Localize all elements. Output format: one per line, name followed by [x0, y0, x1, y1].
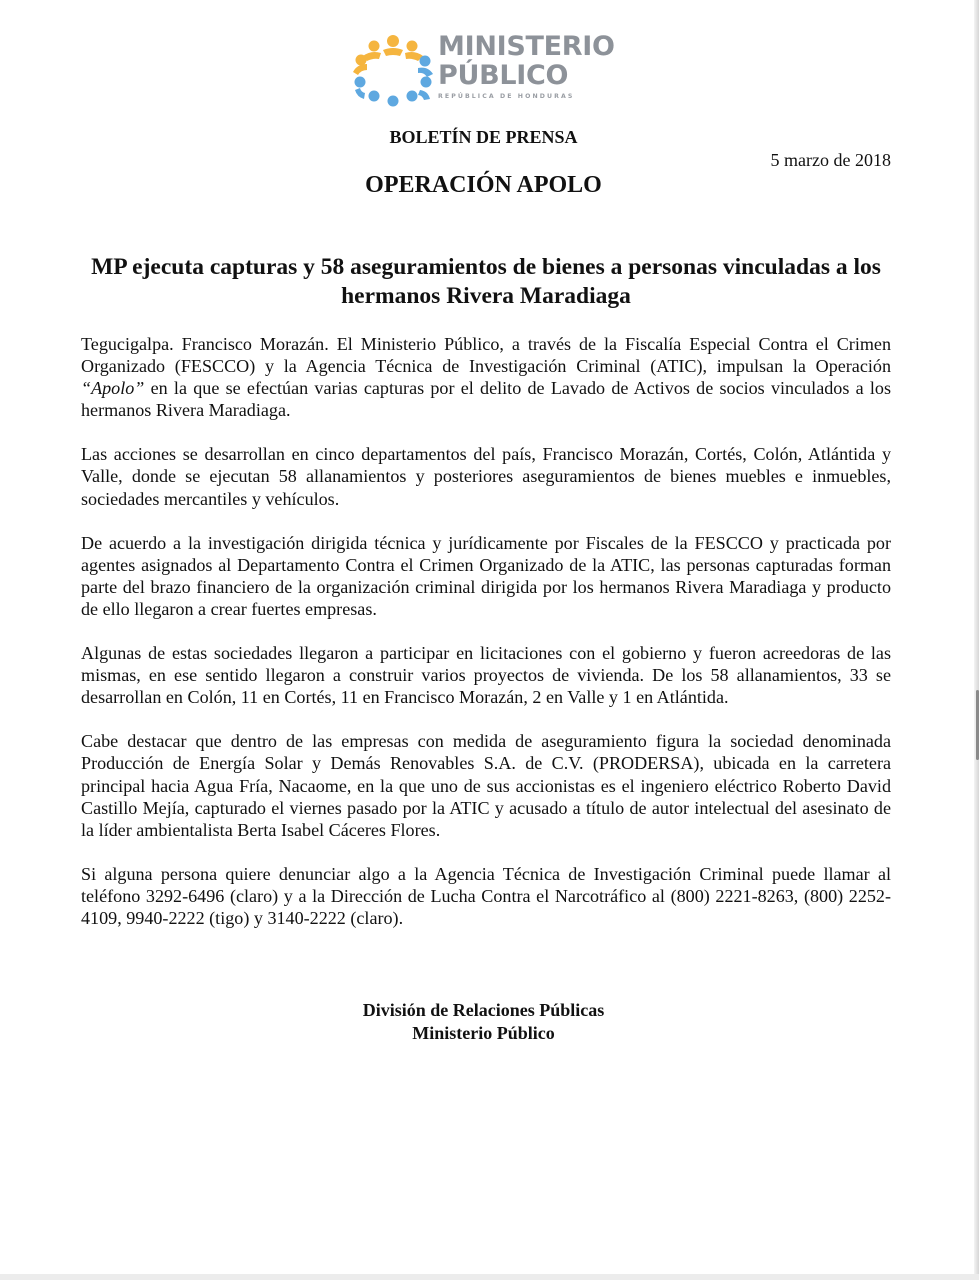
press-bulletin-label: BOLETÍN DE PRENSA [389, 127, 578, 147]
ministerio-publico-logo [350, 30, 615, 110]
release-date: 5 marzo de 2018 [770, 150, 891, 170]
logo-line-publico: PÚBLICO [438, 60, 569, 91]
logo-line-ministerio: MINISTERIO [438, 31, 615, 62]
logo-wordmark [438, 32, 615, 100]
paragraph-3: De acuerdo a la investigación dirigida técnica y jurídicamente por Fiscales de la FESCCO y practicada por agentes asignados al Departamento Contra el Crimen Organizado de la ATIC, las personas capturadas forman parte del brazo financiero de la organización criminal dirigida por los hermanos Rivera Maradiaga y producto de ello llegaron a crear fuertes empresas. [81, 532, 891, 619]
article-body [81, 333, 891, 951]
paragraph-1-text-b: en la que se efectúan varias capturas por el delito de Lavado de Activos de socios vinculados a los hermanos Rivera Maradiaga. [81, 378, 891, 421]
headline: MP ejecuta capturas y 58 aseguramientos de bienes a personas vinculadas a los hermanos Rivera Maradiaga [91, 254, 881, 309]
operation-title: OPERACIÓN APOLO [365, 172, 602, 198]
paragraph-5: Cabe destacar que dentro de las empresas con medida de aseguramiento figura la sociedad denominada Producción de Energía Solar y Demás Renovables S.A. de C.V. (PRODERSA), ubicada en la carretera principal hacia Agua Fría, Nacaome, en la que uno de sus accionistas es el ingeniero eléctrico Roberto David Castillo Mejía, capturado el viernes pasado por la ATIC y acusado a título de autor intelectual del asesinato de la líder ambientalista Berta Isabel Cáceres Flores. [81, 731, 891, 840]
bottom-edge-strip [0, 1274, 979, 1280]
paragraph-1-text-a: Tegucigalpa. Francisco Morazán. El Ministerio Público, a través de la Fiscalía Especial Contra el Crimen Organizado (FESCCO) y la Agencia Técnica de Investigación Criminal (ATIC), impulsan la Operación [81, 334, 891, 377]
signature-block [0, 999, 973, 1045]
signature-institution: Ministerio Público [412, 1023, 555, 1043]
ring-of-people-logo-icon [350, 32, 436, 108]
paragraph-2: Las acciones se desarrollan en cinco departamentos del país, Francisco Morazán, Cortés, Colón, Atlántida y Valle, donde se ejecutan 58 allanamientos y posteriores aseguramientos de bienes muebles e inmuebles, sociedades mercantiles y vehículos. [81, 444, 891, 509]
paragraph-6: Si alguna persona quiere denunciar algo a la Agencia Técnica de Investigación Criminal puede llamar al teléfono 3292-6496 (claro) y a la Dirección de Lucha Contra el Narcotráfico al (800) 2221-8263, (800) 2252-4109, 9940-2222 (tigo) y 3140-2222 (claro). [81, 863, 891, 928]
operation-name-emphasis: “Apolo” [81, 378, 145, 399]
signature-division: División de Relaciones Públicas [362, 1000, 605, 1020]
logo-line-country: REPÚBLICA DE HONDURAS [438, 93, 575, 100]
page-edge-shadow [974, 0, 979, 1280]
paragraph-4: Algunas de estas sociedades llegaron a participar en licitaciones con el gobierno y fueron acreedoras de las mismas, en ese sentido llegaron a construir varios proyectos de vivienda. De los 58 allanamientos, 33 se desarrollan en Colón, 11 en Cortés, 11 en Francisco Morazán, 2 en Valle y 1 en Atlántida. [81, 643, 891, 708]
paragraph-1 [81, 333, 891, 421]
